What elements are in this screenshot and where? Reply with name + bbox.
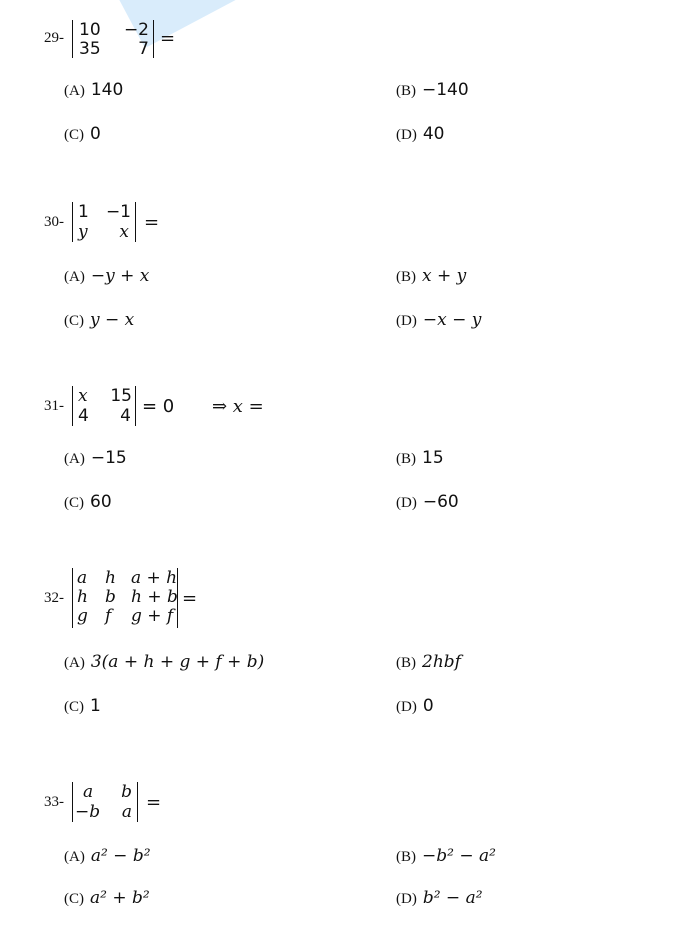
option-value: 3(a + h + g + f + b) <box>90 652 265 672</box>
option-d[interactable] <box>396 310 481 330</box>
matrix-cell: f <box>105 606 112 626</box>
option-label: (C) <box>64 699 84 715</box>
option-label: (B) <box>396 83 416 99</box>
option-label: (B) <box>396 451 416 467</box>
implies-expression: ⇒ x = <box>212 396 264 417</box>
option-value: 140 <box>90 80 124 100</box>
option-a[interactable] <box>64 652 264 672</box>
option-a[interactable] <box>64 846 151 866</box>
equals-zero: = 0 <box>142 396 175 417</box>
option-value: 1 <box>90 696 101 716</box>
option-value: a² − b² <box>90 846 151 866</box>
option-value: y − x <box>90 310 135 330</box>
option-value: 60 <box>90 492 112 512</box>
matrix-cell: 7 <box>138 39 149 59</box>
option-d[interactable] <box>396 696 434 716</box>
matrix-cell: b <box>105 587 116 607</box>
matrix-cell: h <box>105 568 116 588</box>
matrix-cell: 35 <box>79 39 101 59</box>
matrix-cell: a <box>77 568 88 588</box>
option-c[interactable] <box>64 310 134 330</box>
matrix-cell: x <box>119 222 129 242</box>
option-value: −60 <box>422 492 459 512</box>
option-label: (D) <box>396 127 417 143</box>
option-b[interactable] <box>396 80 469 100</box>
matrix-cell: a <box>83 782 94 802</box>
option-b[interactable] <box>396 846 496 866</box>
matrix-cell: g <box>77 606 88 626</box>
option-label: (A) <box>64 655 85 671</box>
option-d[interactable] <box>396 888 483 908</box>
determinant <box>72 568 178 628</box>
question-number: 30- <box>44 214 64 230</box>
option-value: x + y <box>422 266 467 286</box>
matrix-cell: h + b <box>131 587 178 607</box>
option-label: (A) <box>64 269 85 285</box>
determinant <box>72 20 154 58</box>
matrix-cell: −b <box>75 802 101 822</box>
matrix-cell: b <box>121 782 132 802</box>
question-number: 29- <box>44 30 64 46</box>
matrix-cell: a + h <box>131 568 178 588</box>
option-value: b² − a² <box>422 888 483 908</box>
option-b[interactable] <box>396 448 444 468</box>
question-number: 32- <box>44 590 64 606</box>
option-label: (D) <box>396 699 417 715</box>
matrix-cell: h <box>77 587 88 607</box>
option-a[interactable] <box>64 80 123 100</box>
option-label: (C) <box>64 891 84 907</box>
option-value: 40 <box>422 124 445 144</box>
option-value: −x − y <box>422 310 482 330</box>
matrix-cell: −1 <box>105 202 131 222</box>
matrix-cell: a <box>121 802 132 822</box>
matrix-cell: 4 <box>120 406 131 426</box>
option-label: (C) <box>64 495 84 511</box>
question-number: 31- <box>44 398 64 414</box>
option-value: −15 <box>90 448 127 468</box>
option-label: (A) <box>64 849 85 865</box>
option-d[interactable] <box>396 124 444 144</box>
determinant <box>72 202 136 242</box>
matrix-cell: 1 <box>78 202 89 222</box>
option-b[interactable] <box>396 652 461 672</box>
option-label: (D) <box>396 891 417 907</box>
option-value: 15 <box>422 448 444 468</box>
option-value: 2hbf <box>422 652 461 672</box>
option-c[interactable] <box>64 492 112 512</box>
matrix-cell: g + f <box>131 606 174 626</box>
option-label: (B) <box>396 849 416 865</box>
matrix-cell: −2 <box>123 20 149 40</box>
determinant <box>72 782 138 822</box>
question-number: 33- <box>44 794 64 810</box>
option-c[interactable] <box>64 696 101 716</box>
equals-sign: = <box>160 28 176 49</box>
determinant <box>72 386 136 426</box>
matrix-cell: 4 <box>78 406 89 426</box>
equals-sign: = <box>182 588 198 609</box>
option-value: a² + b² <box>90 888 150 908</box>
option-value: −b² − a² <box>422 846 496 866</box>
option-b[interactable] <box>396 266 466 286</box>
equals-sign: = <box>144 212 160 233</box>
option-label: (A) <box>64 83 85 99</box>
option-c[interactable] <box>64 888 150 908</box>
matrix-cell: y <box>78 222 88 242</box>
option-d[interactable] <box>396 492 459 512</box>
option-label: (D) <box>396 495 417 511</box>
option-label: (B) <box>396 655 416 671</box>
option-label: (C) <box>64 313 84 329</box>
option-label: (C) <box>64 127 84 143</box>
matrix-cell: x <box>78 386 88 406</box>
option-a[interactable] <box>64 266 149 286</box>
option-a[interactable] <box>64 448 127 468</box>
matrix-cell: 10 <box>79 20 101 40</box>
option-value: 0 <box>90 124 101 144</box>
option-value: −y + x <box>90 266 150 286</box>
matrix-cell: 15 <box>110 386 132 406</box>
option-label: (A) <box>64 451 85 467</box>
equals-sign: = <box>146 792 162 813</box>
option-label: (B) <box>396 269 416 285</box>
option-c[interactable] <box>64 124 101 144</box>
option-value: −140 <box>422 80 469 100</box>
option-value: 0 <box>422 696 434 716</box>
option-label: (D) <box>396 313 417 329</box>
